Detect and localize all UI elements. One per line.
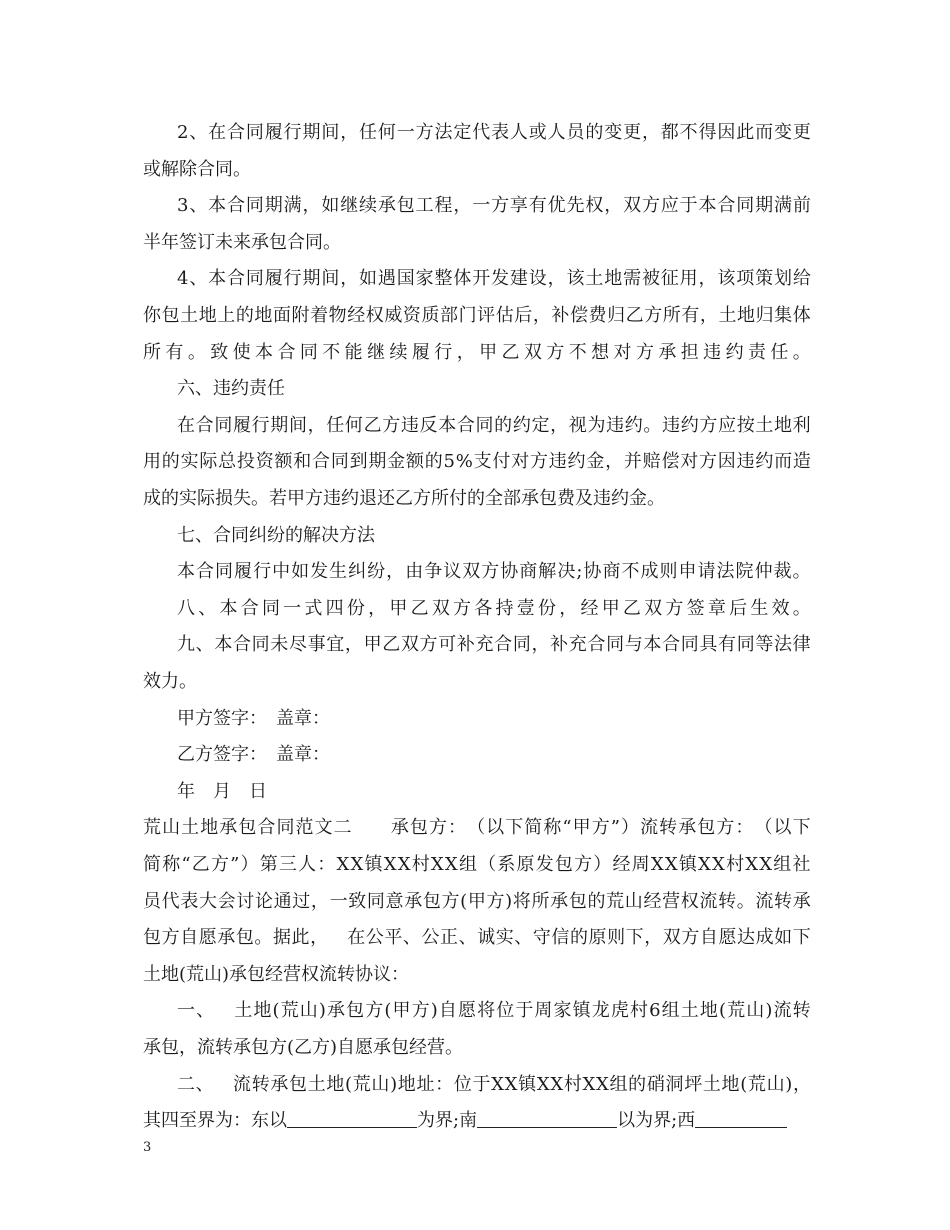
text-line: 土地(荒山)承包经营权流转协议： (143, 964, 410, 985)
page-number: 3 (143, 1140, 152, 1155)
east-blank (287, 1109, 417, 1128)
boundary-line (143, 1109, 811, 1133)
text-line: 半年签订未来承包合同。 (143, 232, 341, 253)
text-line: 你 包 土 地 上 的 地 面 附 着 物 经 权 威 资 质 部 门 评 估 后 ， 补 偿 费 归 乙 方 所 有 ， 土 地 归 集 体 (143, 305, 811, 326)
text-line: 员 代 表 大 会 讨 论 通 过 ， 一 致 同 意 承 包 方 ( 甲 方 ) 将 所 承 包 的 荒 山 经 营 权 流 转 。 流 转 承 (143, 891, 811, 912)
text-line: 成的实际损失。若甲方违约退还乙方所付的全部承包费及违约金。 (143, 488, 665, 509)
text-line: 2 、 在 合 同 履 行 期 间 ， 任 何 一 方 法 定 代 表 人 或 人 员 的 变 更 ， 都 不 得 因 此 而 变 更 (177, 122, 811, 143)
text-line: 用 的 实 际 总 投 资 额 和 合 同 到 期 金 额 的 5 % 支 付 对 方 违 约 金 ， 并 赔 偿 对 方 因 违 约 而 造 (143, 451, 811, 472)
text-line: 包 方 自 愿 承 包 。 据 此 ， 在 公 平 、 公 正 、 诚 实 、 守 信 的 原 则 下 ， 双 方 自 愿 达 成 如 下 (143, 927, 811, 948)
text-line: 二 、 流 转 承 包 土 地 ( 荒 山 ) 地 址 ： 位 于 X X 镇 X X 村 X X 组 的 硝 洞 坪 土 地 ( 荒 山 ) ， (177, 1074, 811, 1095)
text-line: 八 、 本 合 同 一 式 四 份 ， 甲 乙 双 方 各 持 壹 份 ， 经 甲 乙 双 方 签 章 后 生 效 。 (177, 598, 811, 619)
text-line: 或解除合同。 (143, 159, 251, 180)
text-line: 承包，流转承包方(乙方)自愿承包经营。 (143, 1037, 464, 1058)
text-line: 3 、 本 合 同 期 满 ， 如 继 续 承 包 工 程 ， 一 方 享 有 优 先 权 ， 双 方 应 于 本 合 同 期 满 前 (177, 195, 811, 216)
text-line: 效力。 (143, 671, 197, 692)
text-line: 一 、 土 地 ( 荒 山 ) 承 包 方 ( 甲 方 ) 自 愿 将 位 于 周 家 镇 龙 虎 村 6 组 土 地 ( 荒 山 ) 流 转 (177, 1000, 811, 1021)
boundary-south-suffix: 以为界;西 (617, 1110, 696, 1131)
text-line: 九 、 本 合 同 未 尽 事 宜 ， 甲 乙 双 方 可 补 充 合 同 ， 补 充 合 同 与 本 合 同 具 有 同 等 法 律 (177, 634, 811, 655)
text-line: 所 有 。 致 使 本 合 同 不 能 继 续 履 行 ， 甲 乙 双 方 不 想 对 方 承 担 违 约 责 任 。 (143, 342, 811, 363)
text-line: 甲方签字： 盖章： (177, 708, 330, 729)
text-line: 在 合 同 履 行 期 间 ， 任 何 乙 方 违 反 本 合 同 的 约 定 ， 视 为 违 约 。 违 约 方 应 按 土 地 利 (177, 415, 811, 436)
south-blank (477, 1109, 617, 1128)
west-blank (695, 1109, 787, 1128)
text-line: 4 、 本 合 同 履 行 期 间 ， 如 遇 国 家 整 体 开 发 建 设 ， 该 土 地 需 被 征 用 ， 该 项 策 划 给 (177, 268, 811, 289)
text-line: 简 称 “ 乙 方 ” ） 第 三 人 ： X X 镇 X X 村 X X 组 （ 系 原 发 包 方 ） 经 周 X X 镇 X X 村 X X 组 社 (143, 854, 811, 875)
text-line: 七、合同纠纷的解决方法 (177, 525, 375, 546)
text-line: 乙方签字： 盖章： (177, 744, 330, 765)
boundary-east-suffix: 为界;南 (417, 1110, 478, 1131)
text-line: 年 月 日 (177, 781, 267, 802)
text-line: 六、违约责任 (177, 378, 285, 399)
text-line: 本 合 同 履 行 中 如 发 生 纠 纷 ， 由 争 议 双 方 协 商 解 决 ; 协 商 不 成 则 申 请 法 院 仲 裁 。 (177, 561, 811, 582)
boundary-prefix: 其四至界为：东以 (143, 1110, 287, 1131)
text-line: 荒 山 土 地 承 包 合 同 范 文 二 承 包 方 ： （ 以 下 简 称 “ 甲 方 ” ） 流 转 承 包 方 ： （ 以 下 (143, 817, 811, 838)
